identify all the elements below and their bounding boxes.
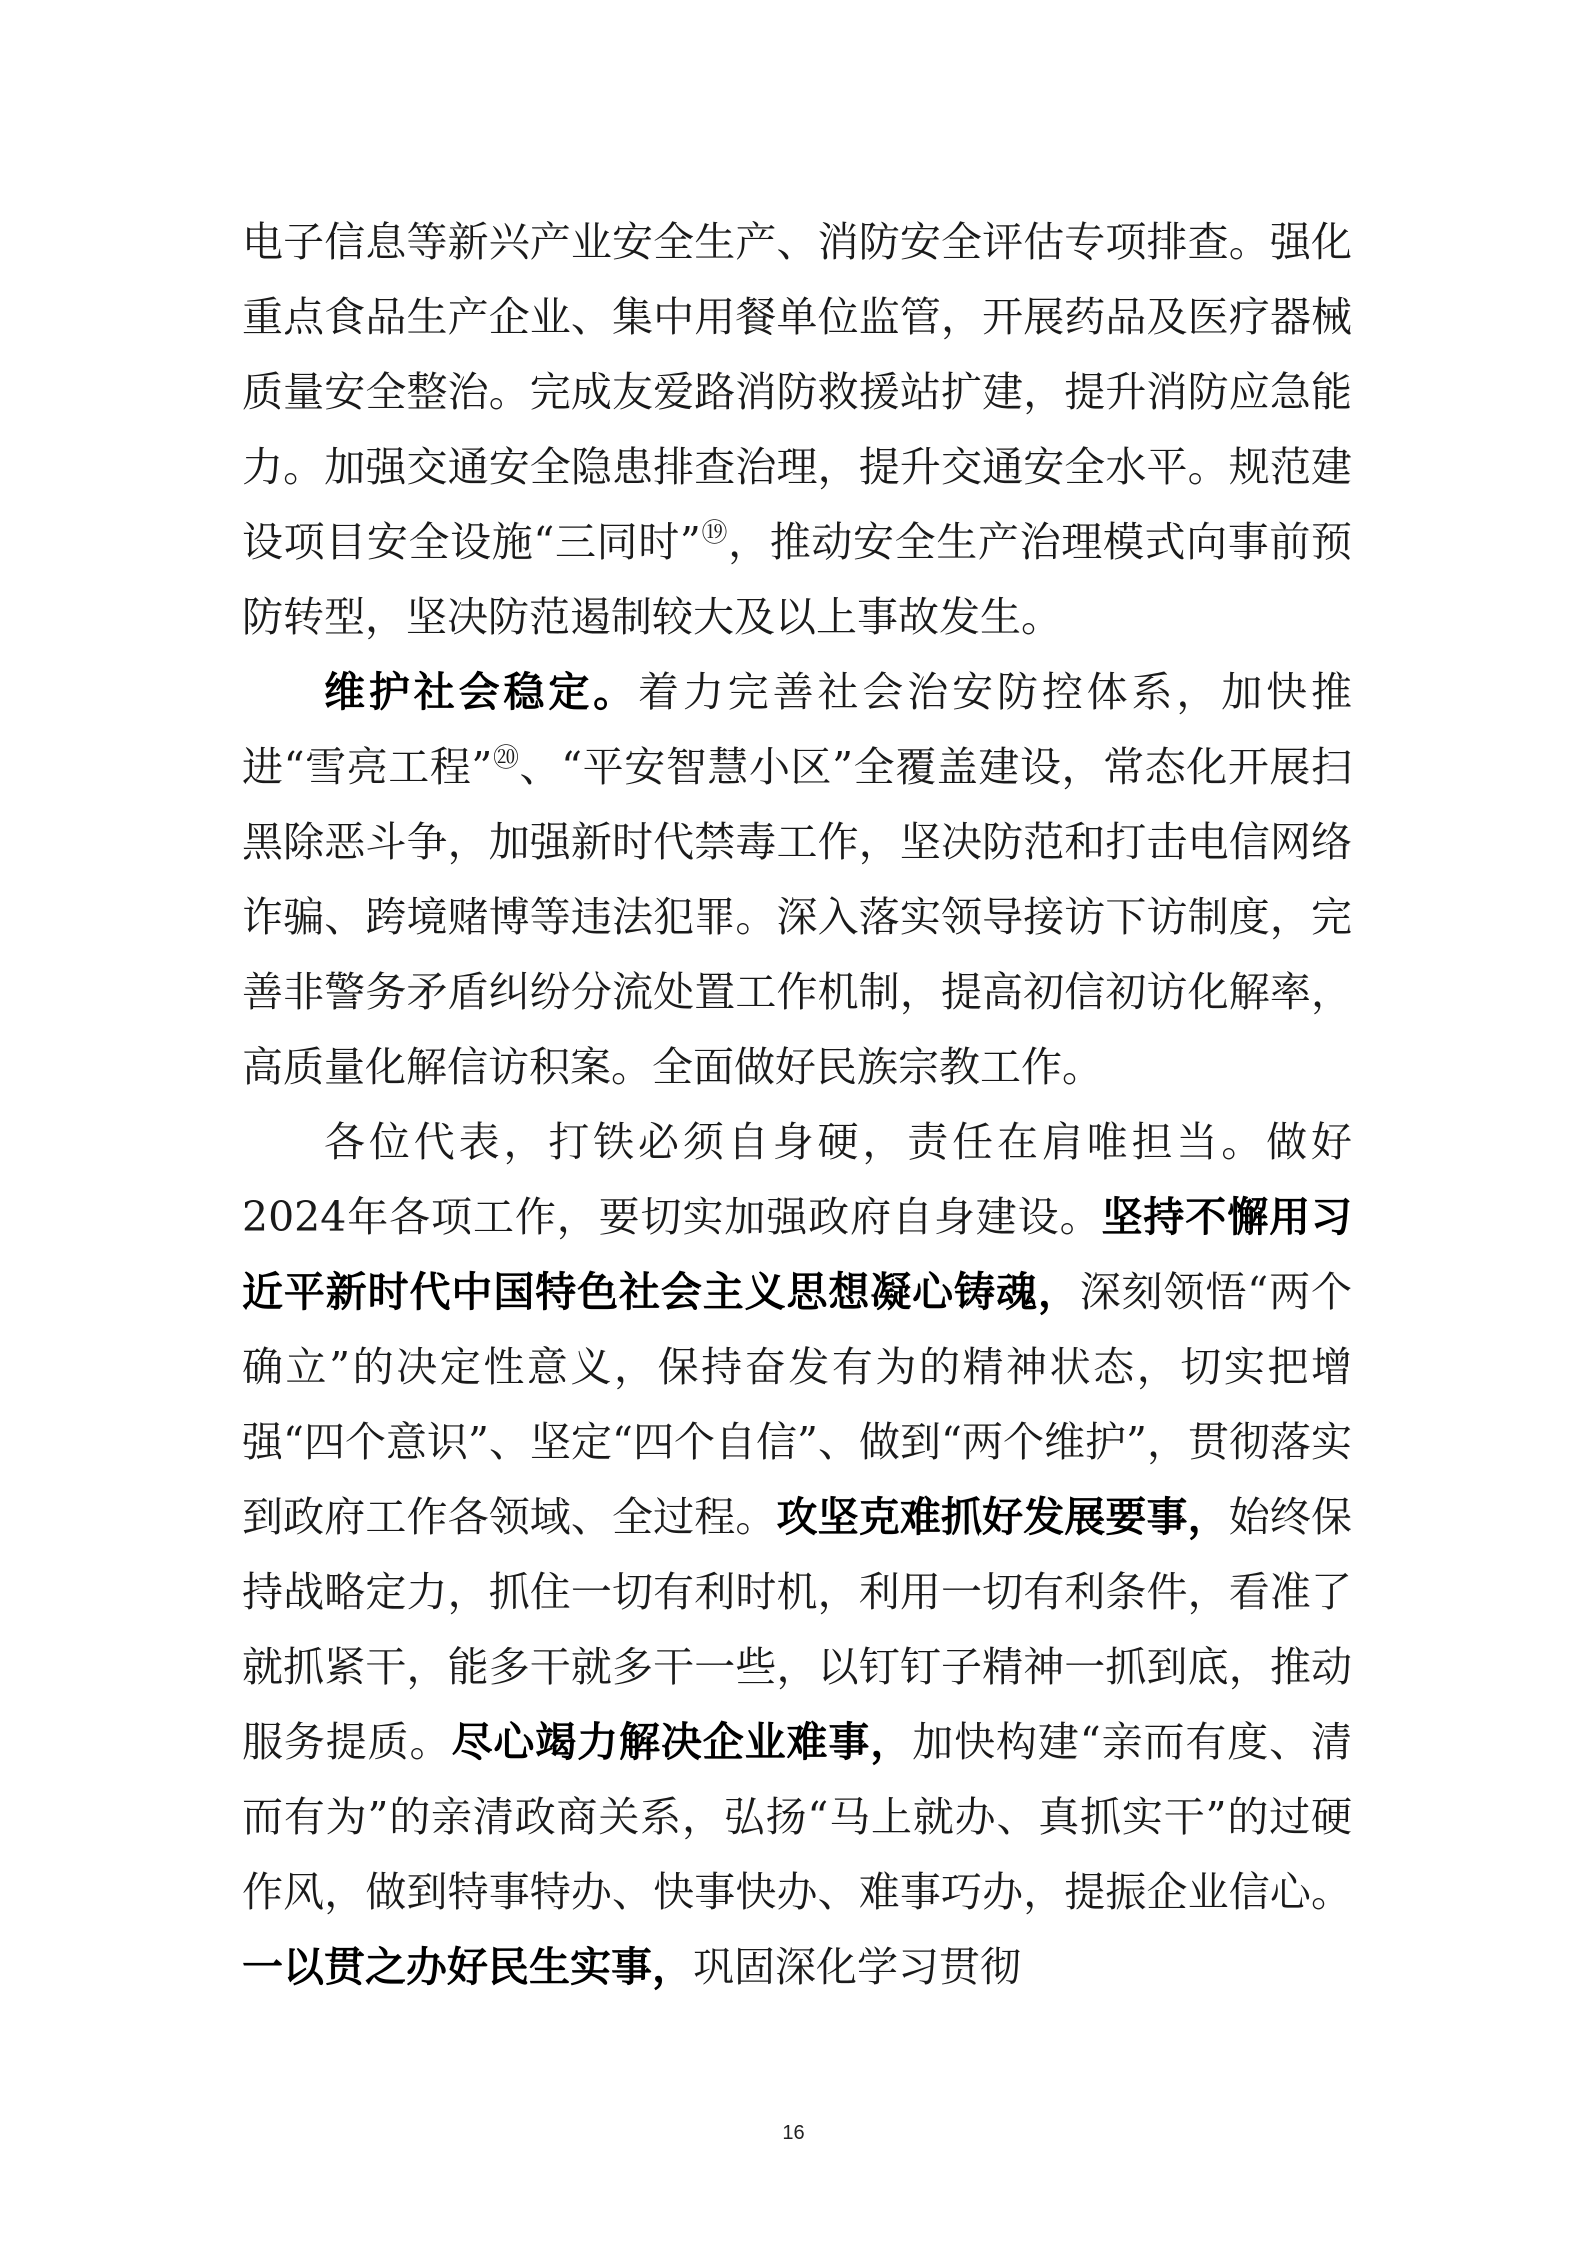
paragraph-safety-production bbox=[242, 205, 1352, 655]
paragraph-heading: 攻坚克难抓好发展要事， bbox=[776, 1493, 1229, 1541]
paragraph-text: ，推动安全生产治理模式向事前预防转型，坚决防范遏制较大及以上事故发生。 bbox=[242, 518, 1352, 641]
paragraph-text: 巩固深化学习贯彻 bbox=[693, 1943, 1021, 1991]
body-text bbox=[242, 205, 1352, 2005]
paragraph-text: 电子信息等新兴产业安全生产、消防安全评估专项排查。强化重点食品生产企业、集中用餐单位监管，开展药品及医疗器械质量安全整治。完成友爱路消防救援站扩建，提升消防应急能力。加强交通安全隐患排查治理，提升交通安全水平。规范建设项目安全设施“三同时” bbox=[242, 218, 1352, 566]
paragraph-text: 加快构建“亲而有度、清而有为”的亲清政商关系，弘扬“马上就办、真抓实干”的过硬作风，做到特事特办、快事快办、难事巧办，提振企业信心。 bbox=[242, 1718, 1353, 1916]
paragraph-heading: 一以贯之办好民生实事， bbox=[242, 1943, 693, 1991]
paragraph-text: 深刻领悟“两个确立”的决定性意义，保持奋发有为的精神状态，切实把增强“四个意识”、坚定“四个自信”、做到“两个维护”，贯彻落实到政府工作各领域、全过程。 bbox=[242, 1268, 1352, 1541]
paragraph-text: 各位代表，打铁必须自身硬，责任在肩唯担当。做好2024年各项工作，要切实加强政府自身建设。 bbox=[242, 1118, 1352, 1241]
paragraph-heading: 尽心竭力解决企业难事， bbox=[451, 1718, 913, 1766]
paragraph-text: 着力完善社会治安防控体系，加快推进“雪亮工程” bbox=[242, 668, 1352, 791]
page-number: 16 bbox=[782, 2122, 805, 2144]
endnote-marker-19: ⑲ bbox=[700, 518, 729, 549]
paragraph-social-stability bbox=[242, 655, 1352, 1105]
endnote-marker-20: ⑳ bbox=[492, 743, 520, 774]
paragraph-text: 始终保持战略定力，抓住一切有利时机，利用一切有利条件，看准了就抓紧干，能多干就多干一些，以钉钉子精神一抓到底，推动服务提质。 bbox=[242, 1493, 1353, 1766]
paragraph-heading: 坚持不懈用习近平新时代中国特色社会主义思想凝心铸魂， bbox=[242, 1193, 1352, 1316]
paragraph-heading: 维护社会稳定。 bbox=[324, 668, 639, 716]
paragraph-government-building bbox=[242, 1105, 1352, 2005]
paragraph-text: 、“平安智慧小区”全覆盖建设，常态化开展扫黑除恶斗争，加强新时代禁毒工作，坚决防范和打击电信网络诈骗、跨境赌博等违法犯罪。深入落实领导接访下访制度，完善非警务矛盾纠纷分流处置工作机制，提高初信初访化解率，高质量化解信访积案。全面做好民族宗教工作。 bbox=[242, 743, 1352, 1091]
